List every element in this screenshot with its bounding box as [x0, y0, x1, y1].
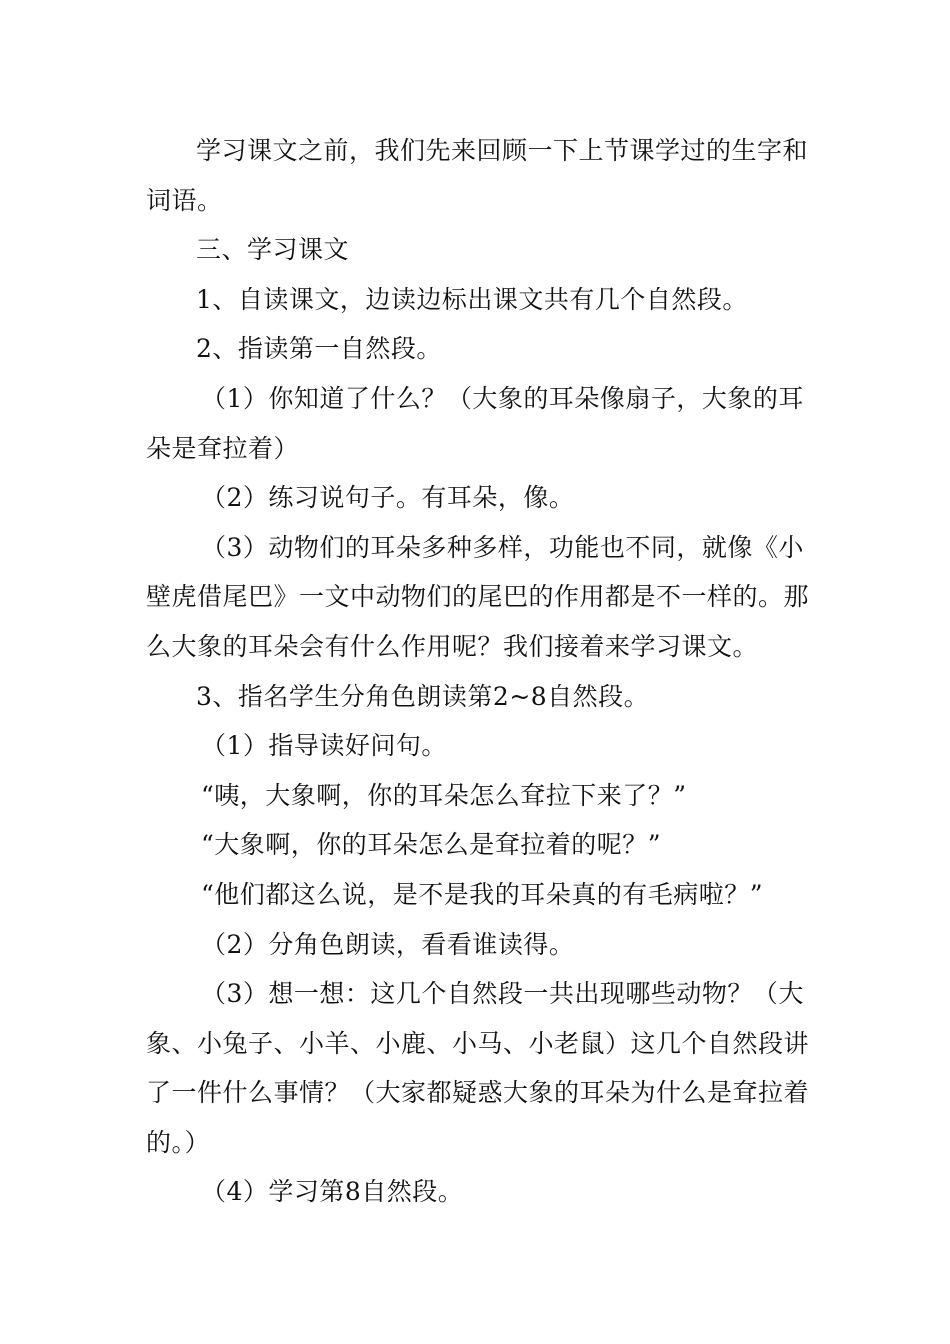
step-1-self-reading: 1、自读课文，边读边标出课文共有几个自然段。 [196, 284, 748, 314]
quote-1: “咦，大象啊，你的耳朵怎么耷拉下来了？” [201, 780, 687, 810]
quote-3: “他们都这么说，是不是我的耳朵真的有毛病啦？” [201, 879, 764, 909]
document-body [146, 126, 810, 1217]
section-heading-study-text: 三、学习课文 [196, 235, 350, 265]
step-2-first-paragraph: 2、指读第一自然段。 [196, 334, 442, 364]
question-1-what-did-you-learn: （1）你知道了什么？（大象的耳朵像扇子，大象的耳朵是耷拉着） [146, 383, 804, 463]
quote-2: “大象啊，你的耳朵怎么是耷拉着的呢？” [201, 830, 662, 860]
guide-question-reading: （1）指导读好问句。 [201, 731, 447, 761]
study-paragraph-8: （4）学习第8自然段。 [201, 1177, 464, 1207]
paragraph-review-intro: 学习课文之前，我们先来回顾一下上节课学过的生字和词语。 [146, 136, 809, 215]
role-reading-compare: （2）分角色朗读，看看谁读得。 [201, 929, 575, 959]
question-2-sentence-practice: （2）练习说句子。有耳朵，像。 [201, 483, 575, 513]
question-3-ear-functions: （3）动物们的耳朵多种多样，功能也不同，就像《小壁虎借尾巴》一文中动物们的尾巴的作用都是不一样的。那么大象的耳朵会有什么作用呢？我们接着来学习课文。 [146, 532, 810, 661]
step-3-role-reading: 3、指名学生分角色朗读第2~8自然段。 [196, 681, 650, 711]
think-about-animals: （3）想一想：这几个自然段一共出现哪些动物？（大象、小兔子、小羊、小鹿、小马、小老鼠）这几个自然段讲了一件什么事情？（大家都疑惑大象的耳朵为什么是耷拉着的。） [146, 979, 810, 1157]
